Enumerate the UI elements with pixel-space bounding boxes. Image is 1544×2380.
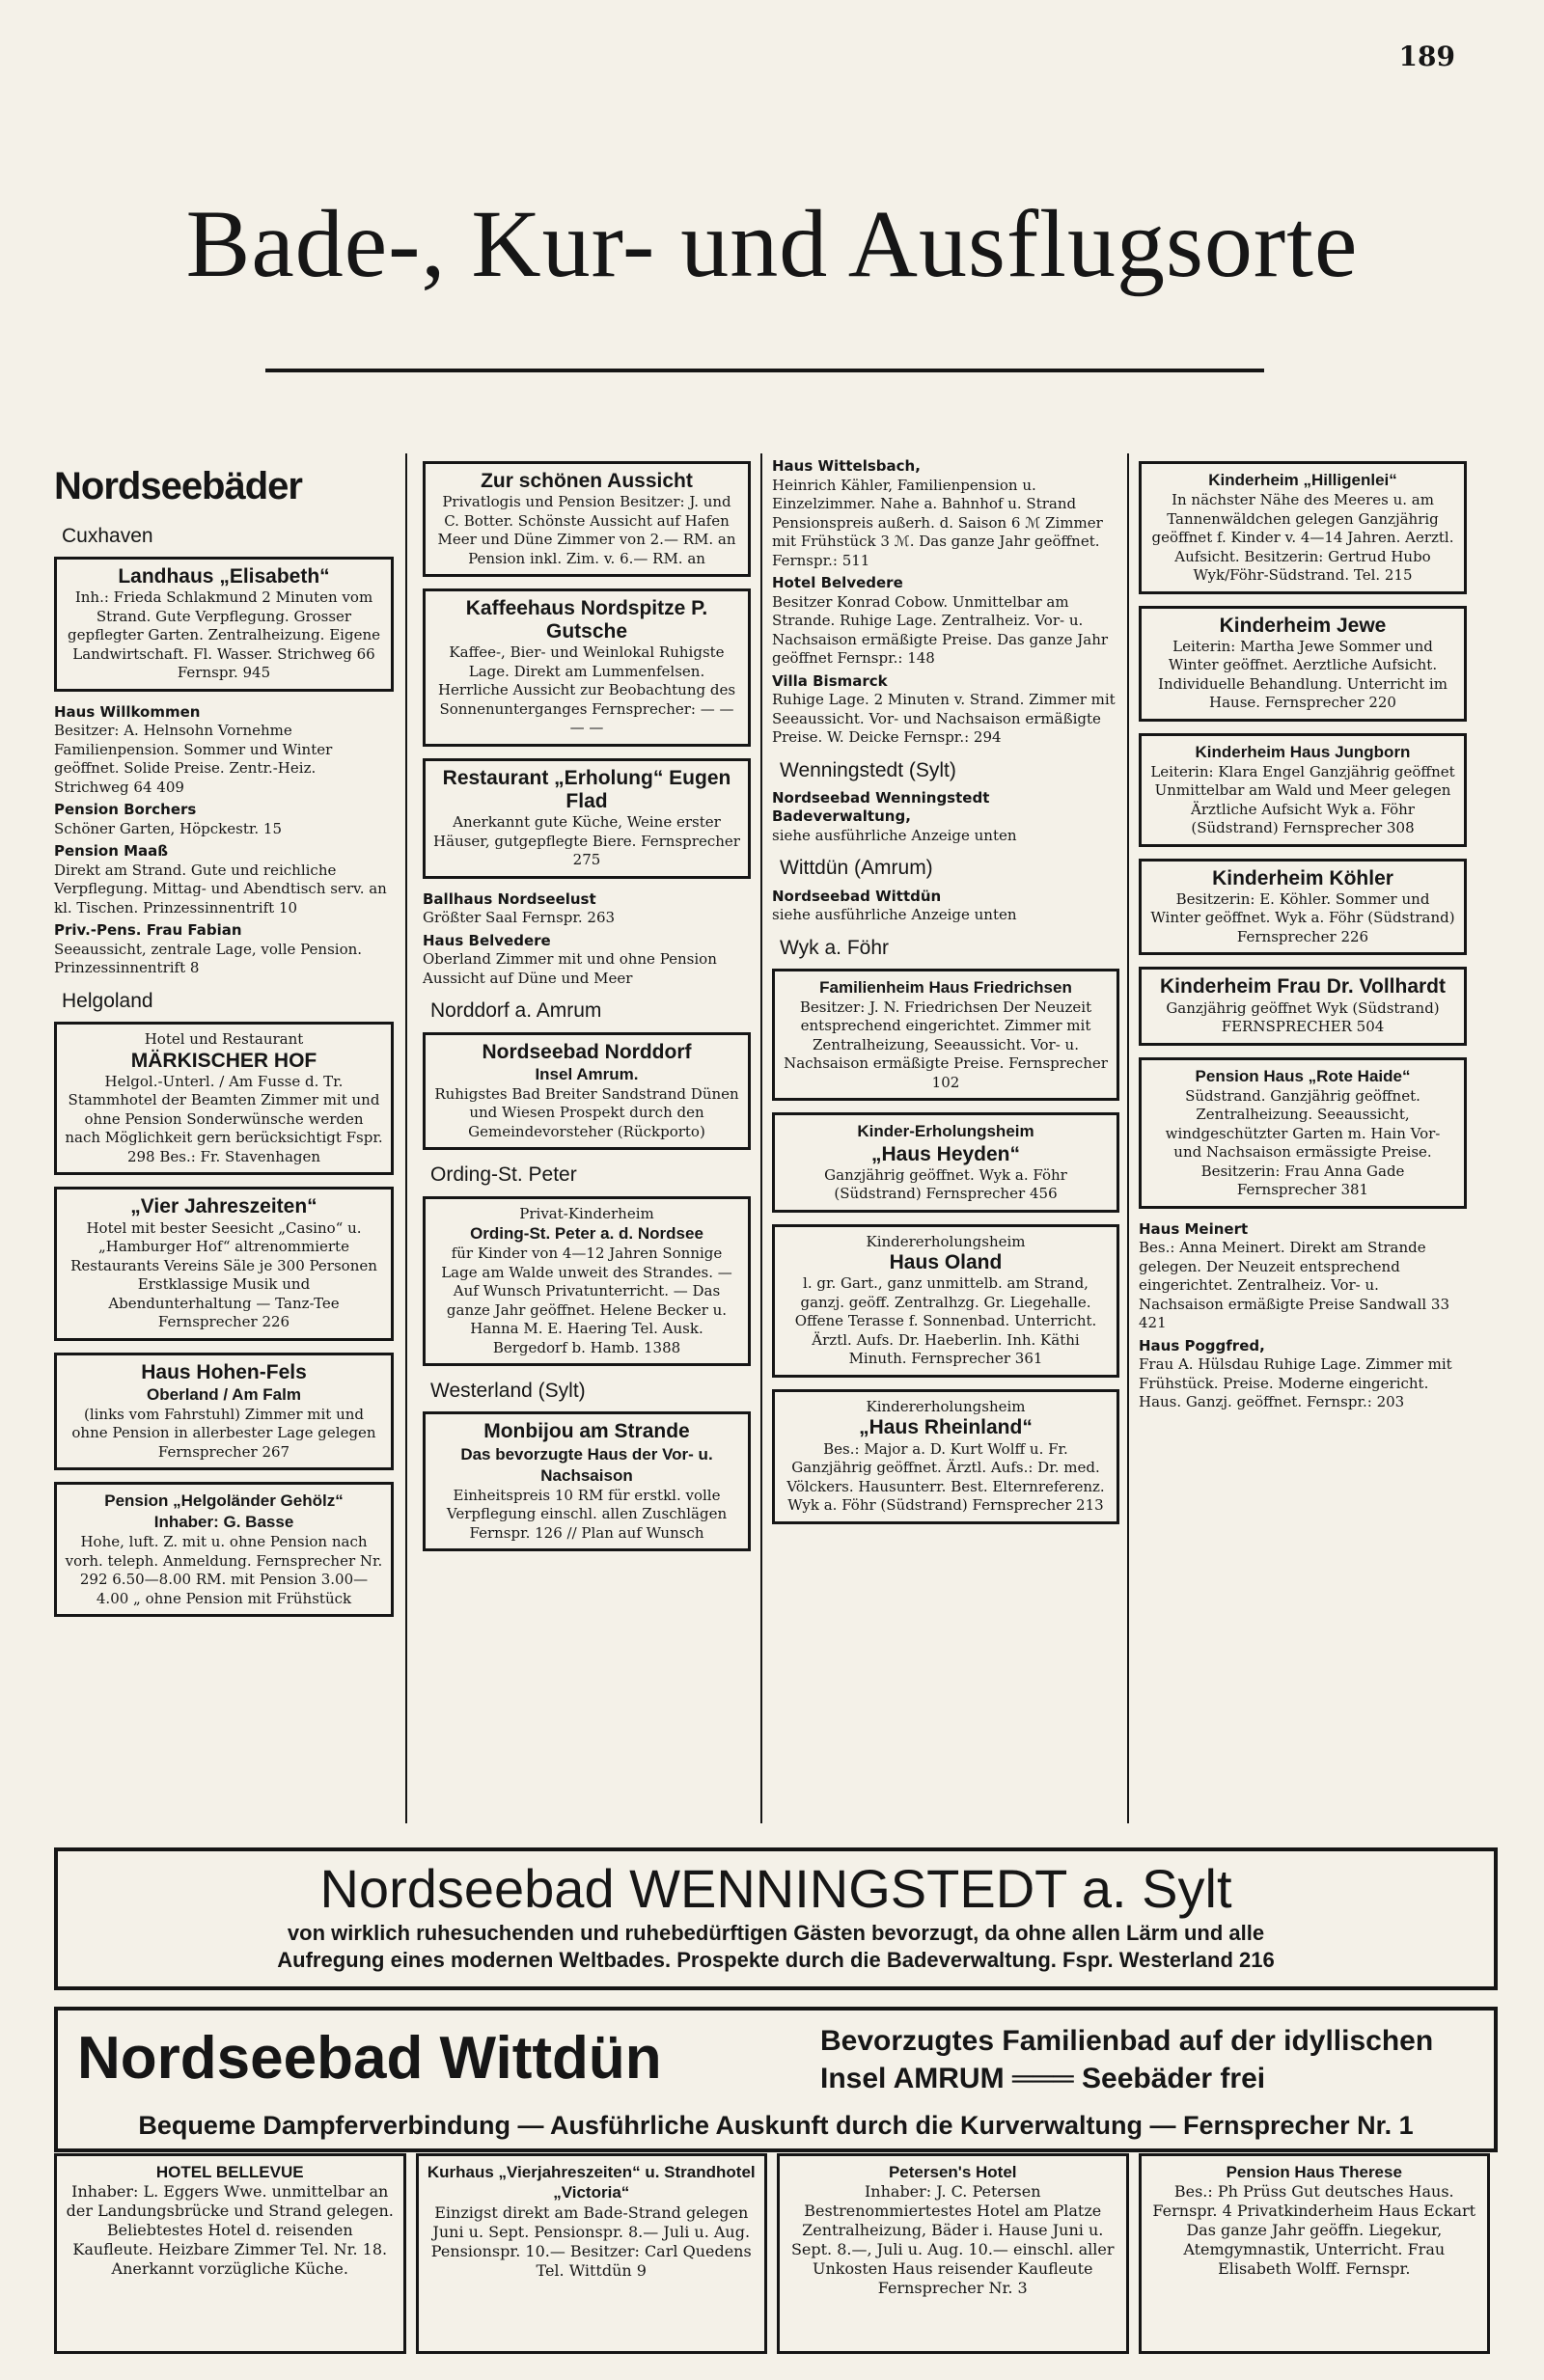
listing-name: Nordseebad Wittdün xyxy=(772,887,942,905)
ad-right xyxy=(820,2022,1433,2097)
listing xyxy=(54,801,394,838)
column-4 xyxy=(1139,453,1467,1416)
listing-name: MÄRKISCHER HOF xyxy=(130,1049,317,1072)
listing-pre: Kindererholungsheim xyxy=(866,1232,1026,1250)
listing-text: Besitzer Konrad Cobow. Unmittelbar am Strande. Ruhige Lage. Zentralheiz. Vor- u. Nachsaison ermäßigte Preise. Das ganze Jahr geöffnet Fernspr.: 148 xyxy=(772,592,1109,667)
listing-name: Pension Borchers xyxy=(54,801,197,819)
listing-name: Haus Willkommen xyxy=(54,702,201,721)
listing xyxy=(1139,606,1467,722)
listing-name: „Haus Rheinland“ xyxy=(859,1416,1033,1439)
listing xyxy=(54,703,394,798)
column-3 xyxy=(772,453,1119,1536)
town-heading: Wittdün (Amrum) xyxy=(780,857,933,880)
listing-name: Kinderheim Jewe xyxy=(1219,614,1387,637)
listing-text: l. gr. Gart., ganz unmittelb. am Strand, ganzj. geöff. Zentralhzg. Gr. Liegehalle. Offene Terasse f. Sonnenbad. Unterricht. Ärztl. Aufs. Dr. Haeberlin. Inh. Käthi Minuth. Fernsprecher 361 xyxy=(794,1274,1097,1368)
ad-wenningstedt xyxy=(54,1847,1498,1990)
listing xyxy=(772,969,1119,1102)
listing xyxy=(54,921,394,978)
listing xyxy=(54,2153,406,2354)
listing xyxy=(423,932,751,989)
listing-text: Ruhigstes Bad Breiter Sandstrand Dünen und Wiesen Prospekt durch den Gemeindevorsteher (Rückporto) xyxy=(434,1084,739,1140)
listing-name: Zur schönen Aussicht xyxy=(481,470,693,492)
page-number: 189 xyxy=(1398,41,1455,72)
listing-name: Pension Haus „Rote Haide“ xyxy=(1195,1066,1411,1085)
ad-line: Aufregung eines modernen Weltbades. Prospekte durch die Badeverwaltung. Fspr. Westerland 216 xyxy=(277,1947,1275,1972)
listing-name: Monbijou am Strande xyxy=(483,1420,690,1443)
town-heading: Norddorf a. Amrum xyxy=(430,999,602,1023)
town-heading: Helgoland xyxy=(62,989,153,1012)
column-1 xyxy=(54,453,394,1628)
listing-name: Petersen's Hotel xyxy=(888,2163,1017,2181)
listing xyxy=(1139,1220,1467,1333)
listing-name: Hotel Belvedere xyxy=(772,574,903,591)
listing-name: Familienheim Haus Friedrichsen xyxy=(819,977,1072,997)
town-heading: Westerland (Sylt) xyxy=(430,1380,586,1403)
listing-text: Ganzjährig geöffnet. Wyk a. Föhr (Südstrand) Fernsprecher 456 xyxy=(824,1165,1067,1203)
listing-text: siehe ausführliche Anzeige unten xyxy=(772,826,1017,844)
listing xyxy=(1139,461,1467,594)
listing-name: Ballhaus Nordseelust xyxy=(423,889,596,908)
column-2 xyxy=(423,453,751,1563)
listing xyxy=(772,1224,1119,1378)
listing-name: Pension Maaß xyxy=(54,842,169,861)
listing-name: „Haus Heyden“ xyxy=(870,1142,1021,1165)
listing-text: Leiterin: Klara Engel Ganzjährig geöffnet Unmittelbar am Wald und Meer gelegen Ärztliche Aufsicht Wyk a. Föhr (Südstrand) Fernsprecher 308 xyxy=(1150,762,1455,837)
listing-text: Hohe, luft. Z. mit u. ohne Pension nach vorh. teleph. Anmeldung. Fernsprecher Nr. 292 6.50—8.00 RM. mit Pension 3.00—4.00 „ ohne Pension mit Frühstück xyxy=(65,1533,383,1607)
listing-text: Hotel mit bester Seesicht „Casino“ u. „Hamburger Hof“ altrenommierte Restaurants Vereins Säle je 300 Personen Erstklassige Musik und Abendunterhaltung — Tanz-Tee Fernsprecher 226 xyxy=(70,1218,377,1331)
listing-sub: Oberland / Am Falm xyxy=(147,1384,301,1404)
listing-text: Bes.: Ph Prüss Gut deutsches Haus. Fernspr. 4 Privatkinderheim Haus Eckart Das ganze Jahr geöffn. Liegekur, Atemgymnastik, Unterricht. Frau Elisabeth Wolff. Fernspr. xyxy=(1152,2182,1476,2279)
listing-text: (links vom Fahrstuhl) Zimmer mit und ohne Pension in allerbester Lage gelegen Fernsprecher 267 xyxy=(71,1405,376,1461)
listing-name: Ording-St. Peter a. d. Nordsee xyxy=(470,1224,703,1244)
listing-text: Südstrand. Ganzjährig geöffnet. Zentralheizung. Seeaussicht, windgeschützter Garten m. Hain Vor- und Nachsaison ermässigte Preise. Besitzerin: Frau Anna Gade Fernsprecher 381 xyxy=(1165,1086,1441,1199)
listing xyxy=(1139,733,1467,847)
listing xyxy=(423,758,751,879)
listing xyxy=(416,2153,768,2354)
page-title: Bade-, Kur- und Ausflugsorte xyxy=(185,190,1359,297)
listing xyxy=(772,457,1119,570)
listing-text: Privatlogis und Pension Besitzer: J. und C. Botter. Schönste Aussicht auf Hafen Meer und Düne Zimmer von 2.— RM. an Pension inkl. Zim. v. 6.— RM. an xyxy=(437,493,736,567)
listing xyxy=(772,672,1119,748)
listing-text: Bes.: Anna Meinert. Direkt am Strande gelegen. Der Neuzeit entsprechend eingerichtet. Zentralheiz. Vor- u. Nachsaison ermäßigte Preise Sandwall 33 421 xyxy=(1139,1239,1450,1332)
listing-name: Kinderheim Haus Jungborn xyxy=(1195,742,1411,761)
listing-text: Inhaber: L. Eggers Wwe. unmittelbar an der Landungsbrücke und Strand gelegen. Beliebtestes Hotel d. reisenden Kaufleute. Heizbare Zimmer Tel. Nr. 18. Anerkannt vorzügliche Küche. xyxy=(66,2182,394,2279)
column-divider xyxy=(1127,453,1129,1823)
listing-pre: Kinder-Erholungsheim xyxy=(857,1122,1034,1141)
column-divider xyxy=(760,453,762,1823)
listing-text: Schöner Garten, Höpckestr. 15 xyxy=(54,819,282,837)
listing xyxy=(772,789,1119,846)
listing-name: Nordseebad Wenningstedt Badeverwaltung, xyxy=(772,788,990,826)
ad-bottom-line: Bequeme Dampferverbindung — Ausführliche Auskunft durch die Kurverwaltung — Fernsprecher Nr. 1 xyxy=(138,2111,1414,2140)
listing-text: Einheitspreis 10 RM für erstkl. volle Verpflegung einschl. allen Zuschlägen Fernspr. 126 // Plan auf Wunsch xyxy=(446,1486,728,1542)
listing-text: In nächster Nähe des Meeres u. am Tannenwäldchen gelegen Ganzjährig geöffnet f. Kinder v. 4—14 Jahren. Aerztl. Aufsicht. Besitzerin: Gertrud Hubo Wyk/Föhr-Südstrand. Tel. 215 xyxy=(1151,491,1454,585)
listing-text: siehe ausführliche Anzeige unten xyxy=(772,906,1017,924)
listing-sub: Inhaber: G. Basse xyxy=(153,1513,294,1532)
listing xyxy=(423,1411,751,1551)
listing xyxy=(1139,967,1467,1045)
listing-text: Ruhige Lage. 2 Minuten v. Strand. Zimmer mit Seeaussicht. Vor- und Nachsaison ermäßigte Preise. W. Deicke Fernspr.: 294 xyxy=(772,691,1116,746)
listing-name: Pension Haus Therese xyxy=(1226,2163,1402,2181)
listing-name: „Vier Jahreszeiten“ xyxy=(130,1195,317,1218)
listing-sub: Das bevorzugte Haus der Vor- u. Nachsaison xyxy=(460,1444,713,1485)
ad-wittduen xyxy=(54,2007,1498,2152)
listing-text: Inhaber: J. C. Petersen Bestrenommiertestes Hotel am Platze Zentralheizung, Bäder i. Hause Juni u. Sept. 8.—, Juli u. Aug. 10.— einschl. aller Unkosten Haus reisender Kaufleute Fernsprecher Nr. 3 xyxy=(790,2182,1115,2298)
listing-name: Kaffeehaus Nordspitze P. Gutsche xyxy=(465,597,708,643)
listing-name: Kinderheim Frau Dr. Vollhardt xyxy=(1160,975,1446,999)
listing-text: Ganzjährig geöffnet Wyk (Südstrand) FERNSPRECHER 504 xyxy=(1166,999,1440,1036)
ad-line: von wirklich ruhesuchenden und ruhebedürftigen Gästen bevorzugt, da ohne allen Lärm und alle xyxy=(287,1921,1265,1945)
listing-text: Einzigst direkt am Bade-Strand gelegen Juni u. Sept. Pensionspr. 8.— Juli u. Aug. Pensionspr. 10.— Besitzer: Carl Quedens Tel. Wittdün 9 xyxy=(430,2202,752,2280)
listing-name: Villa Bismarck xyxy=(772,671,888,690)
town-heading: Wyk a. Föhr xyxy=(780,936,889,959)
listing xyxy=(772,1389,1119,1524)
listing-name: Kinderheim „Hilligenlei“ xyxy=(1208,471,1397,489)
town-heading: Ording-St. Peter xyxy=(430,1163,577,1187)
listing xyxy=(777,2153,1129,2354)
listing xyxy=(423,461,751,577)
listing-text: Besitzer: A. Helnsohn Vornehme Familienpension. Sommer und Winter geöffnet. Solide Preise. Zentr.-Heiz. Strichweg 64 409 xyxy=(54,722,333,796)
ad-title: Nordseebad WENNINGSTEDT a. Sylt xyxy=(319,1858,1232,1919)
listing-text: Frau A. Hülsdau Ruhige Lage. Zimmer mit Frühstück. Preise. Moderne eingericht. Haus. Ganzj. geöffnet. Fernspr.: 203 xyxy=(1139,1355,1452,1411)
listing-sub: Insel Amrum. xyxy=(535,1064,639,1083)
listing xyxy=(54,1187,394,1340)
ad-right-line2: Insel AMRUM ═══ Seebäder frei xyxy=(820,2063,1266,2094)
town-heading: Wenningstedt (Sylt) xyxy=(780,758,956,781)
listing xyxy=(1139,859,1467,956)
listing-name: HOTEL BELLEVUE xyxy=(155,2163,304,2181)
listing xyxy=(54,842,394,917)
listing-text: Bes.: Major a. D. Kurt Wolff u. Fr. Ganzjährig geöffnet. Ärztl. Aufs.: Dr. med. Völckers. Hausunterr. Best. Elternreferenz. Wyk a. Föhr (Südstrand) Fernsprecher 213 xyxy=(786,1439,1105,1514)
column-divider xyxy=(405,453,407,1823)
listing-name: Kurhaus „Vierjahreszeiten“ u. Strandhotel „Victoria“ xyxy=(427,2163,756,2202)
title-rule xyxy=(265,369,1264,372)
listing-name: Priv.-Pens. Frau Fabian xyxy=(54,921,242,940)
listing-text: für Kinder von 4—12 Jahren Sonnige Lage am Walde unweit des Strandes. — Auf Wunsch Privatunterricht. — Das ganze Jahr geöffnet. Helene Becker u. Hanna M. E. Haering Tel. Ausk. Bergedorf b. Hamb. 1388 xyxy=(441,1245,732,1356)
listing-name: Landhaus „Elisabeth“ xyxy=(118,565,330,588)
listing-text: Besitzerin: E. Köhler. Sommer und Winter geöffnet. Wyk a. Föhr (Südstrand) Fernsprecher 226 xyxy=(1150,889,1455,945)
ad-title: Nordseebad Wittdün xyxy=(77,2025,662,2092)
listing-text: Helgol.-Unterl. / Am Fusse d. Tr. Stammhotel der Beamten Zimmer mit und ohne Pension Sonderwünsche werden nach Möglichkeit gern berücksichtigt Fspr. 298 Bes.: Fr. Stavenhagen xyxy=(65,1072,383,1165)
listing xyxy=(1139,1057,1467,1209)
listing-name: Nordseebad Norddorf xyxy=(482,1040,692,1063)
listing-name: Restaurant „Erholung“ Eugen Flad xyxy=(442,766,731,813)
listing-name: Haus Wittelsbach, xyxy=(772,457,921,475)
listing xyxy=(772,574,1119,669)
bottom-listings xyxy=(54,2153,1490,2354)
ad-right-line1: Bevorzugtes Familienbad auf der idyllischen xyxy=(820,2025,1434,2057)
listing xyxy=(1139,1337,1467,1412)
listing-text: Seeaussicht, zentrale Lage, volle Pension. Prinzessinnentrift 8 xyxy=(54,940,363,977)
listing xyxy=(423,890,751,928)
listing-text: Inh.: Frieda Schlakmund 2 Minuten vom Strand. Gute Verpflegung. Grosser gepflegter Garten. Zentralheizung. Eigene Landwirtschaft. Fl. Wasser. Strichweg 66 Fernspr. 945 xyxy=(68,588,380,682)
listing-text: Besitzer: J. N. Friedrichsen Der Neuzeit entsprechend eingerichtet. Zimmer mit Zentralheizung, Seeaussicht. Vor- u. Nachsaison ermäßigte Preise. Fernsprecher 102 xyxy=(784,998,1108,1091)
listing xyxy=(423,588,751,747)
listing xyxy=(1139,2153,1491,2354)
listing-name: Haus Belvedere xyxy=(423,931,551,949)
listing-text: Heinrich Kähler, Familienpension u. Einzelzimmer. Nahe a. Bahnhof u. Strand Pensionspreis außerh. d. Saison 6 ℳ Zimmer mit Frühstück 3 ℳ. Das ganze Jahr geöffnet. Fernspr.: 511 xyxy=(772,476,1103,569)
listing-name: Haus Poggfred, xyxy=(1139,1336,1265,1354)
listing-pre: Kindererholungsheim xyxy=(866,1397,1026,1415)
listing-text: Kaffee-, Bier- und Weinlokal Ruhigste Lage. Direkt am Lummenfelsen. Herrliche Aussicht zur Beobachtung des Sonnenunterganges Fernsprecher: — — — — xyxy=(437,643,736,737)
listing-text: Direkt am Strand. Gute und reichliche Verpflegung. Mittag- und Abendtisch serv. an kl. Tischen. Prinzessinnentrift 10 xyxy=(54,861,387,916)
listing-name: Pension „Helgoländer Gehölz“ xyxy=(104,1491,344,1511)
listing-pre: Privat-Kinderheim xyxy=(519,1204,654,1222)
listing xyxy=(423,1032,751,1151)
town-heading: Cuxhaven xyxy=(62,525,153,547)
listing-text: Größter Saal Fernspr. 263 xyxy=(423,909,616,927)
listing xyxy=(423,1196,751,1367)
listing xyxy=(54,557,394,692)
listing-name: Haus Oland xyxy=(889,1251,1003,1274)
listing-name: Kinderheim Köhler xyxy=(1212,866,1393,889)
listing xyxy=(772,1112,1119,1212)
listing-text: Leiterin: Martha Jewe Sommer und Winter geöffnet. Aerztliche Aufsicht. Individuelle Behandlung. Unterricht im Hause. Fernsprecher 220 xyxy=(1158,637,1448,712)
listing xyxy=(54,1022,394,1175)
listing-name: Haus Hohen-Fels xyxy=(141,1360,307,1383)
listing-pre: Hotel und Restaurant xyxy=(144,1030,304,1049)
listing-name: Haus Meinert xyxy=(1139,1219,1249,1238)
listing xyxy=(54,1482,394,1617)
region-heading: Nordseebäder xyxy=(54,465,302,507)
listing xyxy=(772,888,1119,925)
listing-text: Oberland Zimmer mit und ohne Pension Aussicht auf Düne und Meer xyxy=(423,950,717,987)
listing-text: Anerkannt gute Küche, Weine erster Häuser, gutgepflegte Biere. Fernsprecher 275 xyxy=(433,813,740,869)
listing xyxy=(54,1353,394,1471)
